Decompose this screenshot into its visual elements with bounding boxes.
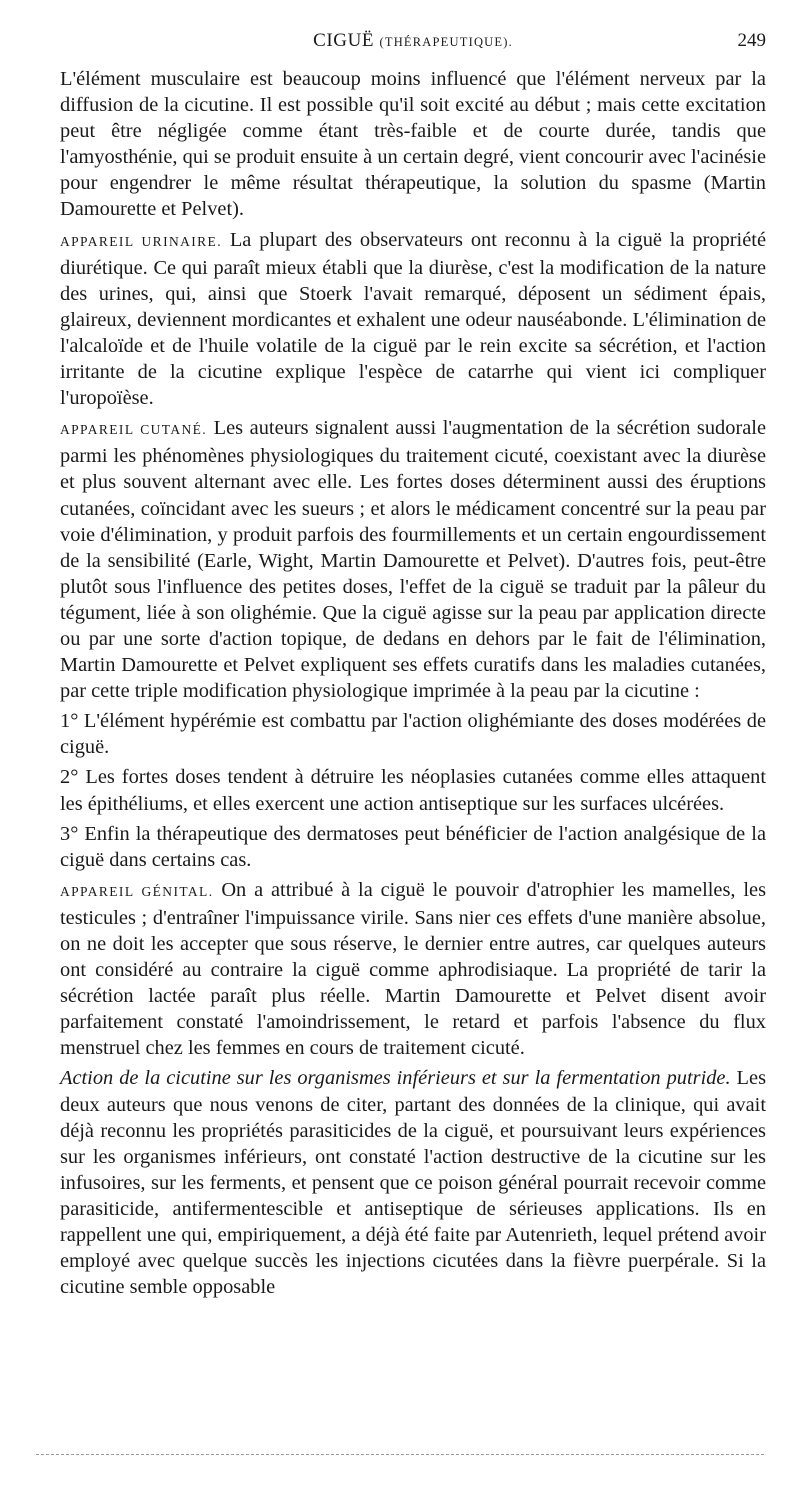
paragraph-text: L'élément musculaire est beaucoup moins influencé que l'élément nerveux par la diffusion de la cicutine. Il est possible qu'il soit excité au début ; mais cette excitation peut être négligée comme étant très-faible et de courte durée, tandis que l'amyosthénie, qui se produit ensuite à un certain degré, vient concourir avec l'acinésie pour engendrer le même résultat thérapeutique, la solution du spasme (Martin Damourette et Pelvet).: [60, 68, 766, 221]
paragraph-urinary: [60, 227, 766, 412]
list-item-text: 1° L'élément hypérémie est combattu par l'action olighémiante des doses modérées de ciguë.: [60, 710, 766, 759]
paragraph-text: La plupart des observateurs ont reconnu à la ciguë la propriété diurétique. Ce qui paraît mieux établi que la diurèse, c'est la modification de la nature des urines, qui, ainsi que Stoerk l'avait remarqué, déposent un sédiment épais, glaireux, deviennent mordicantes et exhalent une odeur nauséabonde. L'élimination de l'alcaloïde et de l'huile volatile de la ciguë par le rein excite sa sécrétion, et l'action irritante de la cicutine explique l'espèce de catarrhe qui vient ici compliquer l'uropoïèse.: [60, 228, 766, 410]
list-item-text: 2° Les fortes doses tendent à détruire les néoplasies cutanées comme elles attaquent les épithéliums, et elles exercent une action antiseptique sur les surfaces ulcérées.: [60, 766, 766, 815]
paragraph-cicutine-action: [60, 1065, 766, 1300]
running-title: [60, 30, 766, 52]
running-title-sub: (THÉRAPEUTIQUE).: [379, 35, 513, 49]
list-item-3: [60, 821, 766, 873]
footer-dotted-rule: [36, 1454, 764, 1455]
running-title-main: CIGUË: [313, 30, 375, 51]
section-heading-cutaneous: APPAREIL CUTANÉ.: [60, 422, 208, 438]
paragraph-text: Les deux auteurs que nous venons de citer, partant des données de la clinique, qui avait déjà reconnu les propriétés parasiticides de la ciguë, et poursuivant leurs expériences sur les organismes inférieurs, ont constaté l'action destructive de la cicutine sur les infusoires, sur les ferments, et pensent que ce poison général pourrait recevoir comme parasiticide, antifermentescible et antiseptique de sérieuses applications. Ils en rappellent une qui, empiriquement, a déjà été faite par Autenrieth, lequel prétend avoir employé avec quelque succès les injections cicutées dans la fièvre puerpérale. Si la cicutine semble opposable: [60, 1067, 767, 1299]
paragraph-text: On a attribué à la ciguë le pouvoir d'atrophier les mamelles, les testicules ; d'entraîner l'impuissance virile. Sans nier ces effets d'une manière absolue, on ne doit les accepter que sous réserve, le dernier entre autres, car quelques auteurs ont considéré au contraire la ciguë comme aphrodisiaque. La propriété de tarir la sécrétion lactée paraît plus réelle. Martin Damourette et Pelvet disent avoir parfaitement constaté l'amoindrissement, le retard et parfois l'absence du flux menstruel chez les femmes en cours de traitement cicuté.: [60, 878, 767, 1060]
page-header: [60, 30, 766, 54]
paragraph-muscle: [60, 66, 766, 223]
section-heading-cicutine: Action de la cicutine sur les organismes inférieurs et sur la fermentation putride.: [60, 1067, 731, 1090]
paragraph-cutaneous: [60, 415, 766, 704]
section-heading-genital: APPAREIL GÉNITAL.: [60, 883, 214, 899]
list-item-1: [60, 708, 766, 760]
paragraph-genital: [60, 877, 766, 1062]
section-heading-urinary: APPAREIL URINAIRE.: [60, 233, 222, 249]
body-text: [60, 66, 766, 1300]
page-number: 249: [737, 30, 766, 51]
list-item-2: [60, 764, 766, 816]
paragraph-text: Les auteurs signalent aussi l'augmentation de la sécrétion sudorale parmi les phénomènes physiologiques du traitement cicuté, coexistant avec la diurèse et plus souvent alternant avec elle. Les fortes doses déterminent aussi des éruptions cutanées, coïncidant avec les sueurs ; et alors le médicament concentré sur la peau par voie d'élimination, y produit parfois des fourmillements et un certain engourdissement de la sensibilité (Earle, Wight, Martin Damourette et Pelvet). D'autres fois, peut-être plutôt sous l'influence des petites doses, l'effet de la ciguë se traduit par la pâleur du tégument, liée à son olighémie. Que la ciguë agisse sur la peau par application directe ou par une sorte d'action topique, de dedans en dehors par le fait de l'élimination, Martin Damourette et Pelvet expliquent ses effets curatifs dans les maladies cutanées, par cette triple modification physiologique imprimée à la peau par la cicutine :: [60, 417, 766, 703]
list-item-text: 3° Enfin la thérapeutique des dermatoses peut bénéficier de l'action analgésique de la ciguë dans certains cas.: [60, 822, 766, 871]
